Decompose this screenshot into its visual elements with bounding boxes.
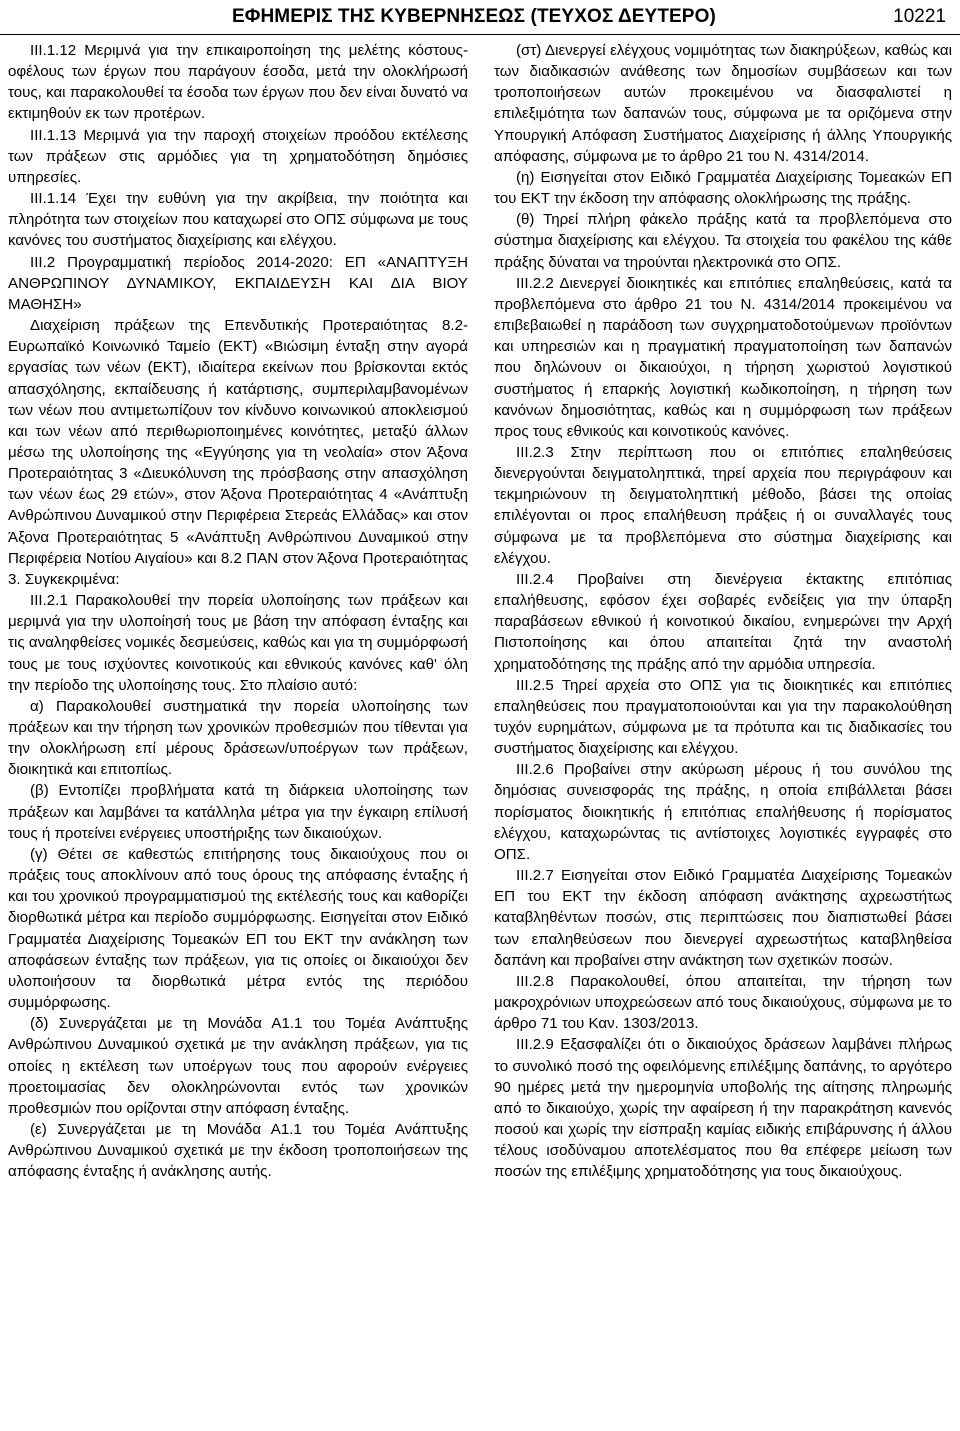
page-number: 10221 (893, 6, 946, 27)
paragraph-item-e: (ε) Συνεργάζεται με τη Μονάδα Α1.1 του Τομέα Ανάπτυξης Ανθρώπινου Δυναμικού σχετικά με την έκδοση τροποποιήσεων της απόφασης ένταξης ή ανάκλησης αυτής. (8, 1120, 468, 1181)
paragraph-iii-2-9: ΙΙΙ.2.9 Εξασφαλίζει ότι ο δικαιούχος δράσεων λαμβάνει πλήρως το συνολικό ποσό της οφειλόμενης επιλέξιμης δαπάνης, το αργότερο 90 ημέρες μετά την ημερομηνία υποβολής της αίτησης πληρωμής από το δικαιούχο, χωρίς την αφαίρεση ή την παρακράτηση κανενός ποσού και χωρίς την είσπραξη καμίας ειδικής επιβάρυνσης ή άλλου τέλους ισοδύναμου αποτελέσματος που θα επέφερε μείωση των ποσών της επιλέξιμης χρηματοδότησης για τους δικαιούχους. (494, 1036, 952, 1181)
paragraph-item-h: (η) Εισηγείται στον Ειδικό Γραμματέα Διαχείρισης Τομεακών ΕΠ του ΕΚΤ την έκδοση την απόφασης ολοκλήρωσης της πράξης. (494, 168, 952, 208)
paragraph-iii-2-2: ΙΙΙ.2.2 Διενεργεί διοικητικές και επιτόπιες επαληθεύσεις, κατά τα προβλεπόμενα στο άρθρο 21 του Ν. 4314/2014 προκειμένου να επιβεβαιωθεί η παράδοση των συγχρηματοδοτούμενων προϊόντων και υπηρεσιών και η πραγματική πραγματοποίηση των δαπανών που δηλώνουν οι δικαιούχοι, η τήρηση χωριστού λογιστικού συστήματος ή επαρκής λογιστική κωδικοποίηση, η τήρηση των κανόνων δημοσιότητας, καθώς και η συμμόρφωση των πράξεων προς τους εθνικούς και κοινοτικούς κανόνες. (494, 274, 952, 440)
paragraph-iii-2-6: ΙΙΙ.2.6 Προβαίνει στην ακύρωση μέρους ή του συνόλου της δημόσιας συνεισφοράς της πράξης, η οποία επιβάλλεται βάσει πορίσματος διοικητικής ή επιτόπιας επαλήθευσης ή πορίσματος ελέγχου, καταχωρώντας τις αντίστοιχες λογιστικές εγγραφές στο ΟΠΣ. (494, 761, 952, 863)
paragraph-iii-2-3: ΙΙΙ.2.3 Στην περίπτωση που οι επιτόπιες επαληθεύσεις διενεργούνται δειγματοληπτικά, τηρεί αρχεία που περιγράφουν και τεκμηριώνουν τη δειγματοληπτική μέθοδο, βάσει της οποίας επιλέγονται οι προς επαλήθευση πράξεις ή οι συναλλαγές τους σύμφωνα με τα προβλεπόμενα στο σύστημα διαχείρισης και ελέγχου. (494, 443, 952, 567)
paragraph-item-b: (β) Εντοπίζει προβλήματα κατά τη διάρκεια υλοποίησης των πράξεων και λαμβάνει τα κατάλληλα μέτρα για την έγκαιρη επίλυσή τους ή προτείνει ενέργειες υποστήριξης των δικαιούχων. (8, 782, 468, 842)
page-header (0, 4, 960, 34)
paragraph-item-th: (θ) Τηρεί πλήρη φάκελο πράξης κατά τα προβλεπόμενα στο σύστημα διαχείρισης και ελέγχου. Τα στοιχεία του φακέλου της κάθε πράξης δύναται να τηρούνται ηλεκτρονικά στο ΟΠΣ. (494, 211, 952, 271)
paragraph-item-st: (στ) Διενεργεί ελέγχους νομιμότητας των διακηρύξεων, καθώς και των διαδικασιών ανάθεσης των δημοσίων συμβάσεων και των τροποποιήσεων αυτών προκειμένου να διασφαλιστεί η επιλεξιμότητα των δαπανών τους, σύμφωνα με τα οριζόμενα στην Υπουργική Απόφαση Συστήματος Διαχείρισης ή άλλης Υπουργικής απόφασης, σύμφωνα με το άρθρο 21 του Ν. 4314/2014. (494, 42, 952, 165)
paragraph-iii-2-1: ΙΙΙ.2.1 Παρακολουθεί την πορεία υλοποίησης των πράξεων και μεριμνά για την υλοποίησή τους με βάση την απόφαση ένταξης και τις αναληφθείσες νομικές δεσμεύσεις, καθώς και για τη συμμόρφωσή τους με τους ισχύοντες κοινοτικούς και εθνικούς κανόνες καθ' όλη την περίοδο της υλοποίησης τους. Στο πλαίσιο αυτό: (8, 592, 468, 694)
gazette-title: ΕΦΗΜΕΡΙΣ ΤΗΣ ΚΥΒΕΡΝΗΣΕΩΣ (ΤΕΥΧΟΣ ΔΕΥΤΕΡΟ) (232, 6, 716, 27)
paragraph-iii-1-14: ΙΙΙ.1.14 Έχει την ευθύνη για την ακρίβεια, την ποιότητα και πληρότητα των στοιχείων που καταχωρεί στο ΟΠΣ σύμφωνα με τους κανόνες του συστήματος διαχείρισης και ελέγχου. (8, 190, 468, 250)
header-divider (0, 34, 960, 35)
paragraph-iii-1-12: ΙΙΙ.1.12 Μεριμνά για την επικαιροποίηση της μελέτης κόστους-οφέλους των έργων που παράγουν έσοδα, μετά την ολοκλήρωσή τους, και παρακολουθεί τα έσοδα των έργων που δεν είναι δυνατό να εκτιμηθούν εκ των προτέρων. (8, 42, 468, 123)
paragraph-iii-2-4: ΙΙΙ.2.4 Προβαίνει στη διενέργεια έκτακτης επιτόπιας επαλήθευσης, εφόσον έχει σοβαρές ενδείξεις για την ύπαρξη παραβάσεων εθνικού ή κοινοτικού δικαίου, ενημερώνει την Αρχή Πιστοποίησης και όπου απαιτείται ζητά την αναστολή χρηματοδότησης της πράξης από την αρμόδια υπηρεσία. (494, 570, 952, 673)
paragraph-item-c: (γ) Θέτει σε καθεστώς επιτήρησης τους δικαιούχους που οι πράξεις τους αποκλίνουν από τους όρους της απόφασης ένταξης ή και του χρονικού προγραμματισμού της εκτέλεσής τους και καθορίζει διορθωτικά μέτρα και περίοδο συμμόρφωσης. Εισηγείται στον Ειδικό Γραμματέα Διαχείρισης Τομεακών ΕΠ του ΕΚΤ την ανάκληση των αποφάσεων ένταξης των πράξεων, για τις οποίες οι δικαιούχοι δεν υλοποιήσουν τα διορθωτικά μέτρα εντός της περιόδου συμμόρφωσης. (8, 845, 468, 1012)
paragraph-iii-2-7: ΙΙΙ.2.7 Εισηγείται στον Ειδικό Γραμματέα Διαχείρισης Τομεακών ΕΠ του ΕΚΤ την έκδοση απόφαση ανάκτησης αχρεωστήτως καταβληθέντων ποσών, στις περιπτώσεις που διαπιστωθεί βάσει των επαληθεύσεων που διενεργεί αχρεωστήτως καταβληθείσα δαπάνη και προβαίνει στην ανάκτηση των σχετικών ποσών. (494, 867, 952, 969)
right-column (494, 40, 952, 1182)
paragraph-iii-2-5: ΙΙΙ.2.5 Τηρεί αρχεία στο ΟΠΣ για τις διοικητικές και επιτόπιες επαληθεύσεις που πραγματοποιούνται και για την παρακολούθηση τυχόν ευρημάτων, σύμφωνα με τα πρότυπα και τις διαδικασίες του συστήματος διαχείρισης και ελέγχου. (494, 676, 952, 758)
paragraph-item-a: α) Παρακολουθεί συστηματικά την πορεία υλοποίησης των πράξεων και την τήρηση των χρονικών προθεσμιών που τίθενται για την ολοκλήρωση επί μέρους δράσεων/υποέργων των πράξεων, διοικητικά και επιτοπίως. (8, 697, 468, 779)
paragraph-iii-2-8: ΙΙΙ.2.8 Παρακολουθεί, όπου απαιτείται, την τήρηση των μακροχρόνιων υποχρεώσεων από τους δικαιούχους, σύμφωνα με το άρθρο 71 του Καν. 1303/2013. (494, 972, 952, 1033)
paragraph-investment-priority: Διαχείριση πράξεων της Επενδυτικής Προτεραιότητας 8.2-Ευρωπαϊκό Κοινωνικό Ταμείο (ΕΚΤ) «Βιώσιμη ένταξη στην αγορά εργασίας των νέων (ΕΚΤ), ιδιαίτερα εκείνων που βρίσκονται εκτός απασχόλησης, εκπαίδευσης ή κατάρτισης, συμπεριλαμβανομένων των νέων που αντιμετωπίζουν τον κίνδυνο κοινωνικού αποκλεισμού και των νέων από περιθωριοποιημένες κοινότητες, μεταξύ άλλων μέσω της υλοποίησης της «Εγγύησης για τη νεολαία» στον Άξονα Προτεραιότητας 3 «Διευκόλυνση της πρόσβασης στην απασχόληση των νέων έως 29 ετών», στον Άξονα Προτεραιότητας 4 «Ανάπτυξη Ανθρώπινου Δυναμικού στην Περιφέρεια Στερεάς Ελλάδας» και στον Άξονα Προτεραιότητας 5 «Ανάπτυξη Ανθρώπινου Δυναμικού στην Περιφέρεια Νοτίου Αιγαίου» και 8.2 ΠΑΝ στον Άξονα Προτεραιότητας 3. Συγκεκριμένα: (8, 317, 468, 588)
paragraph-item-d: (δ) Συνεργάζεται με τη Μονάδα Α1.1 του Τομέα Ανάπτυξης Ανθρώπινου Δυναμικού σχετικά με την ανάκληση πράξεων, για τις οποίες η εκτέλεση των υποέργων τους που αφορούν ενέργειες προετοιμασίας δεν ολοκληρώνονται εντός των χρονικών προθεσμιών που ορίζονται στην απόφαση ένταξης. (8, 1015, 468, 1117)
left-column (8, 40, 468, 1182)
paragraph-iii-1-13: ΙΙΙ.1.13 Μεριμνά για την παροχή στοιχείων προόδου εκτέλεσης των πράξεων στις αρμόδιες για τη χρηματοδότηση δημόσιες υπηρεσίες. (8, 126, 468, 186)
section-heading-iii-2: ΙΙΙ.2 Προγραμματική περίοδος 2014-2020: ΕΠ «ΑΝΑΠΤΥΞΗ ΑΝΘΡΩΠΙΝΟΥ ΔΥΝΑΜΙΚΟΥ, ΕΚΠΑΙΔΕΥΣΗ ΚΑΙ ΔΙΑ ΒΙΟΥ ΜΑΘΗΣΗ» (8, 253, 468, 313)
